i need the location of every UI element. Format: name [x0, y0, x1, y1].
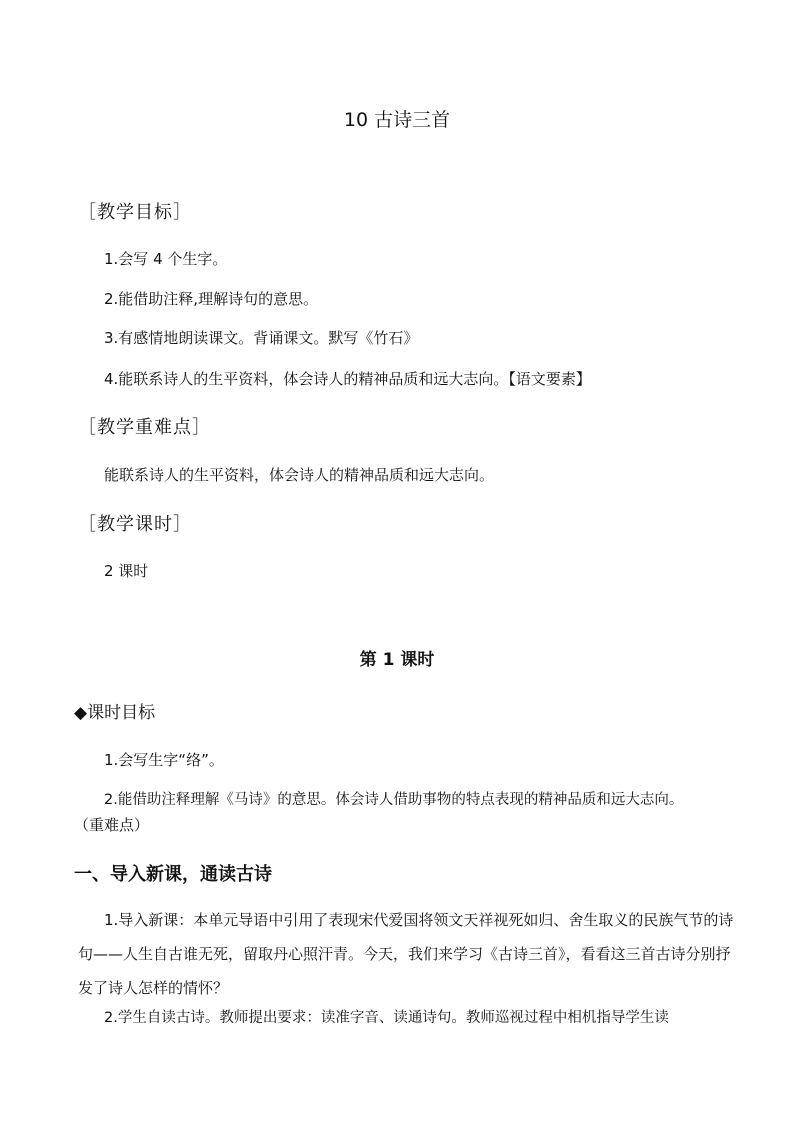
- goal-item-3: 3.有感情地朗读课文。背诵课文。默写《竹石》: [104, 329, 419, 347]
- goal-item-1: 1.会写 4 个生字。: [104, 250, 228, 268]
- part-1-paragraph-1: 1.导入新课：本单元导语中引用了表现宋代爱国将领文天祥视死如归、舍生取义的民族气节的诗句——人生自古谁无死，留取丹心照汗青。今天，我们来学习《古诗三首》，看看这三首古诗分别抒发了诗人怎样的情怀？: [78, 911, 734, 997]
- key-points-text: 能联系诗人的生平资料，体会诗人的精神品质和远大志向。: [104, 466, 495, 484]
- key-points-heading: ［教学重难点］: [78, 417, 211, 438]
- objective-item-2: 2.能借助注释理解《马诗》的意思。体会诗人借助事物的特点表现的精神品质和远大志向。: [104, 792, 684, 808]
- part-1-paragraph-2: 2.学生自读古诗。教师提出要求：读准字音、读通诗句。教师巡视过程中相机指导学生读: [104, 1010, 669, 1026]
- lesson-objective-heading: ◆课时目标: [74, 703, 156, 723]
- part-1-heading: 一、导入新课，通读古诗: [74, 864, 272, 885]
- document-title: 10 古诗三首: [343, 109, 451, 131]
- objective-item-1: 1.会写生字“络”。: [104, 751, 224, 769]
- class-hours-text: 2 课时: [104, 562, 149, 580]
- lesson-1-heading: 第 1 课时: [359, 650, 435, 670]
- class-hours-heading: ［教学课时］: [78, 514, 192, 535]
- goal-item-4: 4.能联系诗人的生平资料，体会诗人的精神品质和远大志向。【语文要素】: [104, 370, 591, 388]
- teaching-goals-heading: ［教学目标］: [78, 202, 192, 223]
- objective-item-2-note: （重难点）: [74, 816, 150, 834]
- goal-item-2: 2.能借助注释,理解诗句的意思。: [104, 290, 319, 308]
